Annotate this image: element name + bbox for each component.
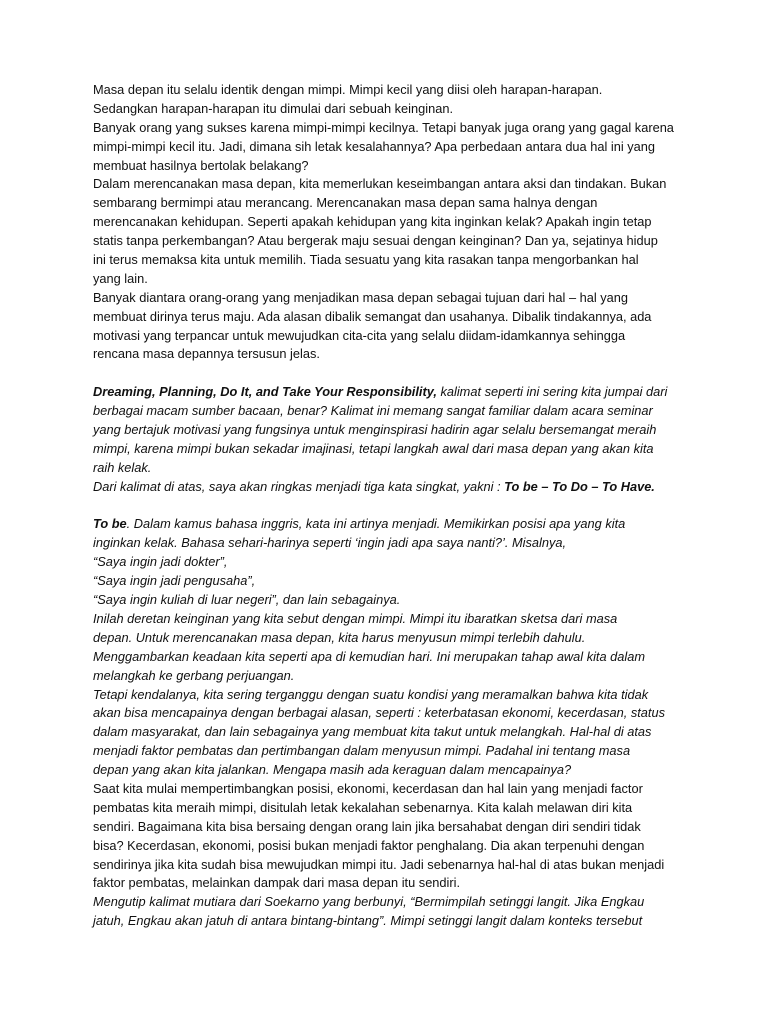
to-be-heading: To be <box>93 516 127 532</box>
text-line: menjadi faktor pembatas dan pertimbangan dalam menyusun mimpi. Padahal ini tentang masa <box>93 743 631 759</box>
text-line: jatuh, Engkau akan jatuh di antara bintang-bintang”. Mimpi setinggi langit dalam konteks tersebut <box>93 913 643 929</box>
text-line: akan bisa mencapainya dengan berbagai alasan, seperti : keterbatasan ekonomi, kecerdasan, status <box>93 705 665 721</box>
text-line: ini terus memaksa kita untuk memilih. Tiada sesuatu yang kita rasakan tanpa mengorbankan hal <box>93 252 639 268</box>
motto-lead-line <box>93 383 728 402</box>
text-line: Dalam merencanakan masa depan, kita memerlukan keseimbangan antara aksi dan tindakan. Bukan <box>93 176 667 192</box>
text-line: “Saya ingin kuliah di luar negeri”, dan lain sebagainya. <box>93 592 401 608</box>
text-line: rencana masa depannya tersusun jelas. <box>93 346 320 362</box>
text-line: mimpi, karena mimpi bukan sekadar imajinasi, tetapi langkah awal dari masa depan yang akan kita <box>93 440 654 456</box>
text-line: raih kelak. <box>93 459 152 475</box>
text-line: melangkah ke gerbang perjuangan. <box>93 667 295 683</box>
text-line: “Saya ingin jadi pengusaha”, <box>93 573 256 589</box>
motto-lead-rest: kalimat seperti ini sering kita jumpai dari <box>436 384 668 400</box>
text-line: Sedangkan harapan-harapan itu dimulai dari sebuah keinginan. <box>93 100 453 116</box>
text-line: depan yang akan kita jalankan. Mengapa masih ada keraguan dalam mencapainya? <box>93 762 572 778</box>
paragraph-spacer <box>93 364 728 383</box>
text-line: faktor pembatas, melainkan dampak dari masa depan itu sendiri. <box>93 875 461 891</box>
paragraph-spacer <box>93 497 728 516</box>
summary-line <box>93 478 728 497</box>
text-line: motivasi yang terpancar untuk mewujudkan cita-cita yang selalu diidam-idamkannya sehingga <box>93 327 626 343</box>
text-line: mimpi-mimpi kecil itu. Jadi, dimana sih letak kesalahannya? Apa perbedaan antara dua hal ini yang <box>93 138 655 154</box>
intro-section <box>93 81 728 364</box>
motto-phrase: Dreaming, Planning, Do It, and Take Your Responsibility, <box>93 384 437 400</box>
text-line: Masa depan itu selalu identik dengan mimpi. Mimpi kecil yang diisi oleh harapan-harapan. <box>93 82 603 97</box>
text-line: Menggambarkan keadaan kita seperti apa di kemudian hari. Ini merupakan tahap awal kita dalam <box>93 648 646 664</box>
text-line: depan. Untuk merencanakan masa depan, kita harus menyusun mimpi terlebih dahulu. <box>93 629 586 645</box>
text-line: statis tanpa perkembangan? Atau bergerak maju sesuai dengan keinginan? Dan ya, sejatinya hidup <box>93 233 658 249</box>
text-line: bisa? Kecerdasan, ekonomi, posisi bukan menjadi faktor penghalang. Dia akan terpenuhi dengan <box>93 837 645 853</box>
summary-keywords: To be – To Do – To Have. <box>504 478 655 494</box>
text-line: inginkan kelak. Bahasa sehari-harinya seperti ‘ingin jadi apa saya nanti?’. Misalnya, <box>93 535 567 551</box>
text-line: berbagai macam sumber bacaan, benar? Kalimat ini memang sangat familiar dalam acara seminar <box>93 403 653 419</box>
text-line: dalam masyarakat, dan lain sebagainya yang membuat kita takut untuk melangkah. Hal-hal di atas <box>93 724 652 740</box>
text-line: Saat kita mulai mempertimbangkan posisi, ekonomi, kecerdasan dan hal lain yang menjadi factor <box>93 780 643 796</box>
text-line: membuat dirinya terus maju. Ada alasan dibalik semangat dan usahanya. Dibalik tindakannya, ada <box>93 308 652 324</box>
text-line: yang lain. <box>93 270 148 286</box>
motto-section <box>93 383 728 496</box>
summary-text: Dari kalimat di atas, saya akan ringkas menjadi tiga kata singkat, yakni : <box>93 478 505 494</box>
to-be-section <box>93 515 728 931</box>
to-be-lead-rest: . Dalam kamus bahasa inggris, kata ini artinya menjadi. Memikirkan posisi apa yang kita <box>126 516 626 532</box>
text-line: membuat hasilnya bertolak belakang? <box>93 157 309 173</box>
text-line: sembarang bermimpi atau merancang. Merencanakan masa depan sama halnya dengan <box>93 195 598 211</box>
text-line: sendiri. Bagaimana kita bisa bersaing dengan orang lain jika bersahabat dengan diri sendiri tidak <box>93 818 641 834</box>
text-line: merencanakan kehidupan. Seperti apakah kehidupan yang kita inginkan kelak? Apakah ingin tetap <box>93 214 652 230</box>
to-be-lead-line <box>93 515 728 534</box>
text-line: Banyak diantara orang-orang yang menjadikan masa depan sebagai tujuan dari hal – hal yang <box>93 289 628 305</box>
text-line: yang bertajuk motivasi yang fungsinya untuk menginspirasi hadirin agar selalu bersemangat meraih <box>93 422 657 438</box>
text-line: “Saya ingin jadi dokter”, <box>93 554 228 570</box>
text-line: Inilah deretan keinginan yang kita sebut dengan mimpi. Mimpi itu ibaratkan sketsa dari masa <box>93 610 618 626</box>
text-line: Banyak orang yang sukses karena mimpi-mimpi kecilnya. Tetapi banyak juga orang yang gagal karena <box>93 119 674 135</box>
text-line: Tetapi kendalanya, kita sering terganggu dengan suatu kondisi yang meramalkan bahwa kita tidak <box>93 686 649 702</box>
text-line: Mengutip kalimat mutiara dari Soekarno yang berbunyi, “Bermimpilah setinggi langit. Jika Engkau <box>93 894 645 910</box>
text-line: pembatas kita meraih mimpi, disitulah letak kekalahan sebenarnya. Kita kalah melawan diri kita <box>93 799 633 815</box>
text-line: sendirinya jika kita sudah bisa mewujudkan mimpi itu. Jadi sebenarnya hal-hal di atas bukan menjadi <box>93 856 665 872</box>
